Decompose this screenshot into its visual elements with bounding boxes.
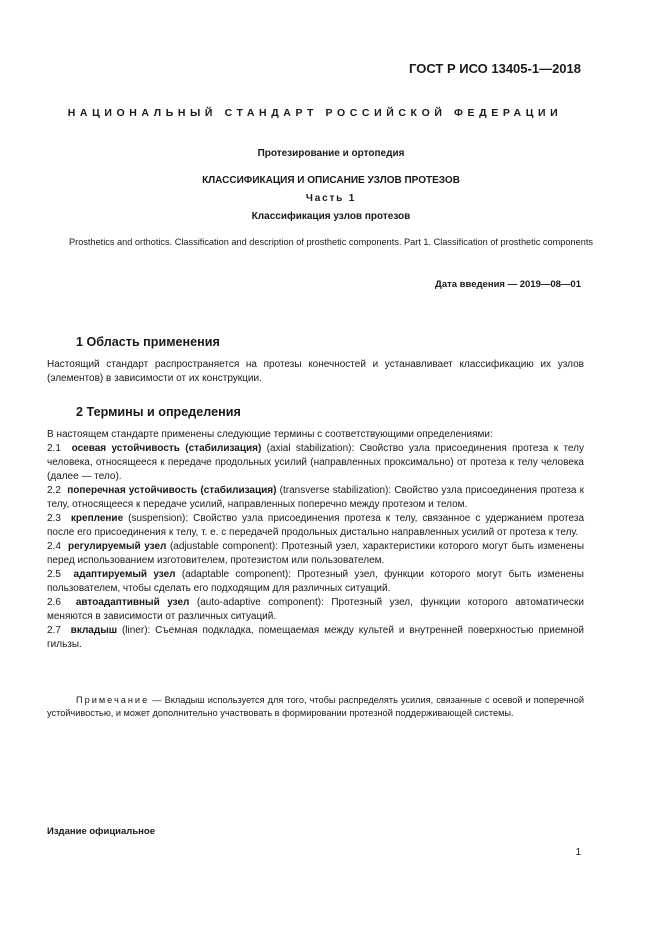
scope-paragraph: Настоящий стандарт распространяется на протезы конечностей и устанавливает классификацию их узлов (элементов) в зависимости от их конструкции. <box>47 359 584 384</box>
terms-list <box>47 428 584 652</box>
introduction-date: Дата введения — 2019—08—01 <box>435 279 581 290</box>
section-1-text <box>47 358 584 386</box>
term-number: 2.6 <box>47 597 61 608</box>
national-standard-header: НАЦИОНАЛЬНЫЙ СТАНДАРТ РОССИЙСКОЙ ФЕДЕРАЦИИ <box>67 107 563 119</box>
document-code: ГОСТ Р ИСО 13405-1—2018 <box>409 61 581 76</box>
term-number: 2.7 <box>47 625 61 636</box>
term-name: поперечная устойчивость (стабилизация) <box>67 485 277 496</box>
term-name: адаптируемый узел <box>73 569 176 580</box>
term-name: вкладыш <box>70 625 118 636</box>
term-definition: (liner): Съемная подкладка, помещаемая между культей и внутренней поверхностью приемной гильзы. <box>47 625 584 650</box>
term-2-7 <box>47 624 584 652</box>
note-paragraph <box>47 694 584 720</box>
section-1-heading: 1 Область применения <box>76 335 220 349</box>
term-name: осевая устойчивость (стабилизация) <box>71 443 262 454</box>
term-number: 2.3 <box>47 513 61 524</box>
term-number: 2.2 <box>47 485 61 496</box>
term-number: 2.5 <box>47 569 61 580</box>
term-2-6 <box>47 596 584 624</box>
term-name: регулируемый узел <box>68 541 167 552</box>
term-2-4 <box>47 540 584 568</box>
term-number: 2.1 <box>47 443 61 454</box>
term-2-3 <box>47 512 584 540</box>
term-name: крепление <box>70 513 124 524</box>
term-definition: (suspension): Свойство узла присоединения протеза к телу, связанное с удержанием протеза после его присоединения к телу, т. е. с передачей продольных дистально направленных усилий от протеза к телу. <box>47 513 585 538</box>
subject-area: Протезирование и ортопедия <box>257 148 405 159</box>
term-definition: (adjustable component): Протезный узел, характеристики которого могут быть изменены перед использованием изготовителем, протезистом или пользователем. <box>47 541 585 566</box>
term-definition: (auto-adaptive component): Протезный узел, функции которого автоматически меняются в зависимости от различных ситуаций. <box>47 597 585 622</box>
document-subtitle: Классификация узлов протезов <box>251 211 411 222</box>
note <box>47 694 584 720</box>
term-name: автоадаптивный узел <box>75 597 190 608</box>
english-title: Prosthetics and orthotics. Classification and description of prosthetic components. Part 1. Classification of prosthetic components <box>69 237 593 247</box>
term-definition: (adaptable component): Протезный узел, функции которого могут быть изменены пользователем, чтобы сделать его подходящим для различных ситуаций. <box>47 569 584 594</box>
note-text: — Вкладыш используется для того, чтобы распределять усилия, связанные с осевой и поперечной устойчивостью, и может дополнительно участвовать в формировании протезной поддерживающей системы. <box>47 695 584 718</box>
term-2-1 <box>47 442 584 484</box>
term-2-2 <box>47 484 584 512</box>
term-2-5 <box>47 568 584 596</box>
part-number: Часть 1 <box>305 193 357 204</box>
term-number: 2.4 <box>47 541 61 552</box>
term-definition: (axial stabilization): Свойство узла присоединения протеза к телу человека, относящееся к передаче продольных усилий (направленных проксимально) от протеза к телу человека (далее — тело). <box>47 443 584 482</box>
term-definition: (transverse stabilization): Свойство узла присоединения протеза к телу, относящееся к передаче усилий, направленных поперечно между протезом и телом. <box>47 485 585 510</box>
terms-intro: В настоящем стандарте применены следующие термины с соответствующими определениями: <box>47 429 493 440</box>
edition-label: Издание официальное <box>47 826 155 837</box>
document-title: КЛАССИФИКАЦИЯ И ОПИСАНИЕ УЗЛОВ ПРОТЕЗОВ <box>202 175 460 186</box>
section-2-heading: 2 Термины и определения <box>76 405 241 419</box>
note-label: Примечание <box>76 695 150 705</box>
page-number: 1 <box>575 847 581 858</box>
